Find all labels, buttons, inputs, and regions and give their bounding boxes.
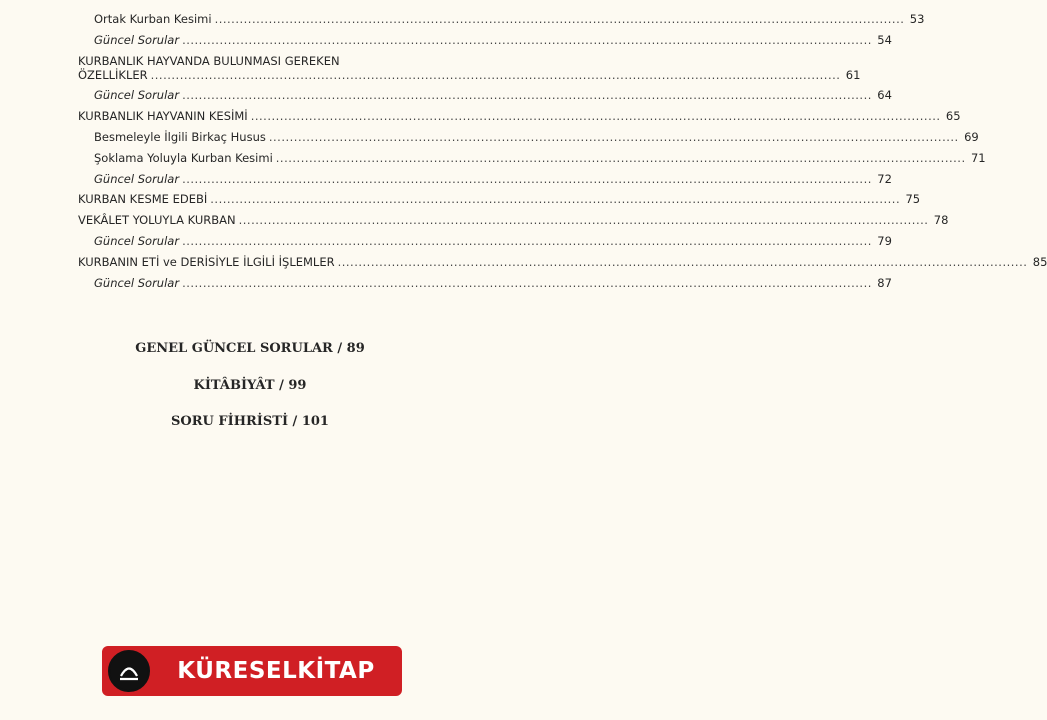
toc-leader-dots: ......................................................................................................................................................................	[182, 275, 872, 290]
toc-entry	[78, 109, 961, 124]
table-of-contents	[78, 12, 1047, 296]
toc-entry-title: VEKÂLET YOLUYLA KURBAN	[78, 213, 236, 228]
toc-page-number: 75	[905, 192, 921, 207]
toc-page-number: 69	[964, 129, 979, 144]
toc-entry-title: Güncel Sorular	[94, 171, 180, 186]
toc-page-number: 72	[877, 171, 892, 186]
toc-entry-title: KURBANLIK HAYVANIN KESİMİ	[78, 109, 248, 124]
toc-entry	[78, 150, 986, 165]
toc-entry	[78, 192, 921, 207]
toc-leader-dots: ......................................................................................................................................................................	[268, 129, 959, 144]
toc-entry	[78, 171, 892, 186]
publisher-name: KÜRESELKİTAP	[177, 658, 375, 684]
toc-page-number: 53	[909, 12, 925, 26]
toc-entry	[78, 53, 861, 82]
toc-leader-dots: ......................................................................................................................................................................	[182, 233, 872, 248]
toc-page-number: 64	[877, 88, 892, 103]
toc-page-number: 87	[877, 275, 892, 290]
toc-entry	[78, 129, 979, 144]
toc-page-number: 61	[845, 67, 861, 82]
toc-entry-title: KURBANIN ETİ ve DERİSİYLE İLGİLİ İŞLEMLER	[78, 254, 335, 269]
toc-entry	[78, 32, 892, 47]
toc-leader-dots: ......................................................................................................................................................................	[182, 171, 872, 186]
summary-question-index: SORU FİHRİSTİ / 101	[171, 414, 329, 429]
toc-leader-dots: ......................................................................................................................................................................	[275, 150, 966, 165]
toc-entry-title: ÖZELLİKLER	[78, 67, 148, 82]
toc-leader-dots: ......................................................................................................................................................................	[337, 254, 1028, 269]
publisher-logo	[102, 646, 402, 696]
publisher-emblem-icon	[108, 650, 150, 692]
toc-page-number: 79	[877, 233, 892, 248]
toc-leader-dots: ......................................................................................................................................................................	[210, 192, 901, 207]
toc-entry-title: KURBAN KESME EDEBİ	[78, 192, 208, 207]
toc-leader-dots: ......................................................................................................................................................................	[238, 213, 929, 228]
toc-entry	[78, 233, 892, 248]
toc-page-number: 85	[1032, 254, 1047, 269]
toc-entry	[78, 12, 925, 26]
toc-entry-title: Güncel Sorular	[94, 32, 180, 47]
toc-entry	[78, 88, 892, 103]
toc-entry	[78, 254, 1047, 269]
toc-entry-title: Güncel Sorular	[94, 275, 180, 290]
toc-entry	[78, 275, 892, 290]
toc-page-number: 54	[877, 32, 892, 47]
toc-leader-dots: ......................................................................................................................................................................	[182, 88, 872, 103]
summary-bibliography: KİTÂBİYÂT / 99	[193, 378, 307, 393]
toc-leader-dots: ......................................................................................................................................................................	[182, 32, 872, 47]
toc-leader-dots: ......................................................................................................................................................................	[150, 67, 841, 82]
toc-entry-title: Güncel Sorular	[94, 233, 180, 248]
toc-entry-title: Şoklama Yoluyla Kurban Kesimi	[94, 150, 273, 165]
toc-page-number: 78	[933, 213, 949, 228]
summary-general-questions: GENEL GÜNCEL SORULAR / 89	[135, 341, 365, 356]
toc-leader-dots: ......................................................................................................................................................................	[214, 12, 905, 26]
toc-entry-title: Besmeleyle İlgili Birkaç Husus	[94, 129, 266, 144]
toc-entry-title: Ortak Kurban Kesimi	[94, 12, 212, 26]
toc-leader-dots: ......................................................................................................................................................................	[250, 109, 941, 124]
toc-page-number: 65	[945, 109, 961, 124]
toc-entry-title-line1: KURBANLIK HAYVANDA BULUNMASI GEREKEN	[78, 53, 340, 68]
toc-entry-title: Güncel Sorular	[94, 88, 180, 103]
toc-page-number: 71	[970, 150, 986, 165]
toc-entry	[78, 213, 949, 228]
